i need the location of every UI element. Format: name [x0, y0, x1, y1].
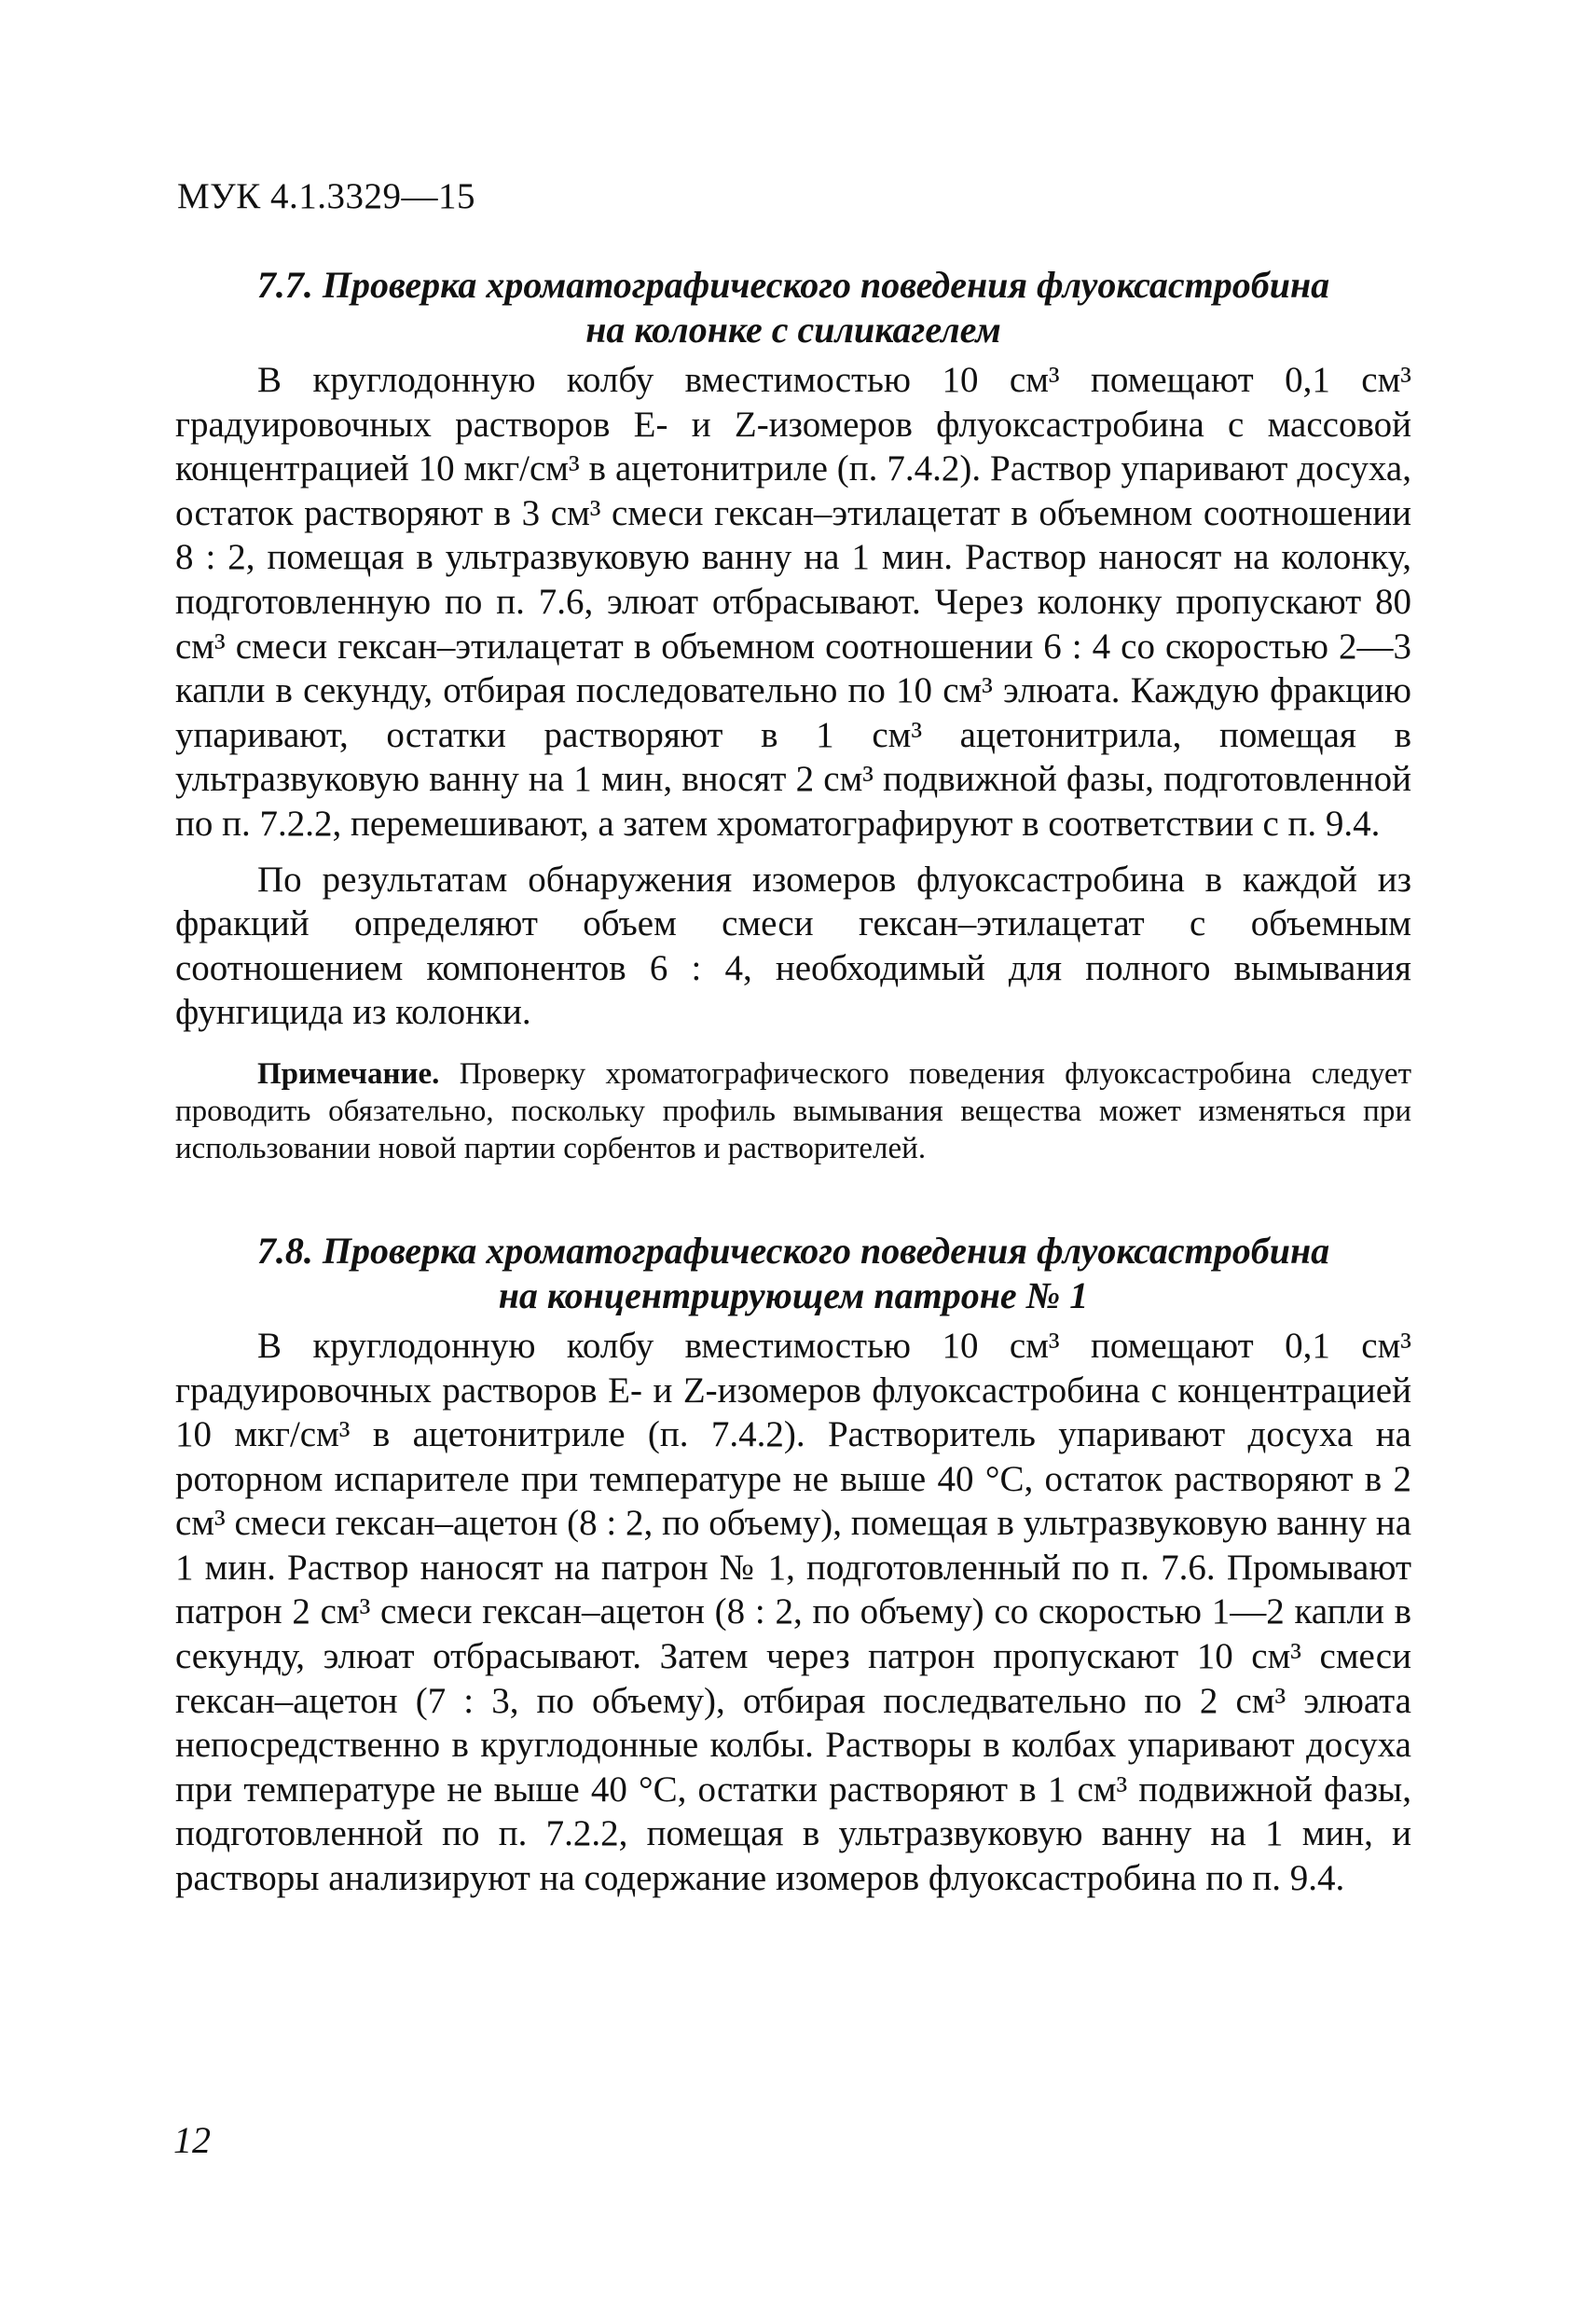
section-7-7-title-line2: на колонке с силикагелем	[585, 309, 1001, 351]
section-7-8-paragraph-1: В круглодонную колбу вместимостью 10 см³ помещают 0,1 см³ градуировочных растворов Е- и Z-изомеров флуоксастробина с концентрацией 10 мкг/см³ в ацетонитриле (п. 7.4.2). Растворитель упаривают досуха на роторном испарителе при температуре не выше 40 °С, остаток растворяют в 2 см³ смеси гексан–ацетон (8 : 2, по объему), помещая в ультразвуковую ванну на 1 мин. Раствор наносят на патрон № 1, подготовленный по п. 7.6. Промывают патрон 2 см³ смеси гексан–ацетон (8 : 2, по объему) со скоростью 1—2 капли в секунду, элюат отбрасывают. Затем через патрон пропускают 10 см³ смеси гексан–ацетон (7 : 3, по объему), отбирая последвательно по 2 см³ элюата непосредственно в круглодонные колбы. Растворы в колбах упаривают досуха при температуре не выше 40 °С, остатки растворяют в 1 см³ подвижной фазы, подготовленной по п. 7.2.2, помещая в ультразвуковую ванну на 1 мин, и растворы анализируют на содержание изомеров флуоксастробина по п. 9.4.	[175, 1325, 1411, 1899]
section-7-8-title-line1: 7.8. Проверка хроматографического поведения флуоксастробина	[256, 1229, 1330, 1272]
document-code-header: МУК 4.1.3329—15	[177, 176, 476, 216]
page-number: 12	[173, 2119, 211, 2161]
note-text: Проверку хроматографического поведения флуоксастробина следует проводить обязательно, поскольку профиль вымывания вещества может изменяться при использовании новой партии сорбентов и растворителей.	[175, 1056, 1411, 1165]
section-7-7-title-line1: 7.7. Проверка хроматографического поведения флуоксастробина	[256, 264, 1330, 306]
section-7-7-paragraph-2: По результатам обнаружения изомеров флуоксастробина в каждой из фракций определяют объем смеси гексан–этилацетат с объемным соотношением компонентов 6 : 4, необходимый для полного вымывания фунгицида из колонки.	[175, 859, 1411, 1033]
page-content	[175, 263, 1411, 1901]
note-label: Примечание.	[257, 1056, 440, 1091]
section-7-7-paragraph-1: В круглодонную колбу вместимостью 10 см³ помещают 0,1 см³ градуировочных растворов Е- и Z-изомеров флуоксастробина с массовой концентрацией 10 мкг/см³ в ацетонитриле (п. 7.4.2). Раствор упаривают досуха, остаток растворяют в 3 см³ смеси гексан–этилацетат в объемном соотношении 8 : 2, помещая в ультразвуковую ванну на 1 мин. Раствор наносят на колонку, подготовленную по п. 7.6, элюат отбрасывают. Через колонку пропускают 80 см³ смеси гексан–этилацетат в объемном соотношении 6 : 4 со скоростью 2—3 капли в секунду, отбирая последовательно по 10 см³ элюата. Каждую фракцию упаривают, остатки растворяют в 1 см³ ацетонитрила, помещая в ультразвуковую ванну на 1 мин, вносят 2 см³ подвижной фазы, подготовленной по п. 7.2.2, перемешивают, а затем хроматографируют в соответствии с п. 9.4.	[175, 360, 1411, 844]
section-7-8-title-line2: на концентрирующем патроне № 1	[498, 1274, 1089, 1316]
section-7-7-note	[175, 1055, 1411, 1167]
section-7-7-title	[175, 263, 1411, 352]
section-7-8-title	[175, 1229, 1411, 1318]
